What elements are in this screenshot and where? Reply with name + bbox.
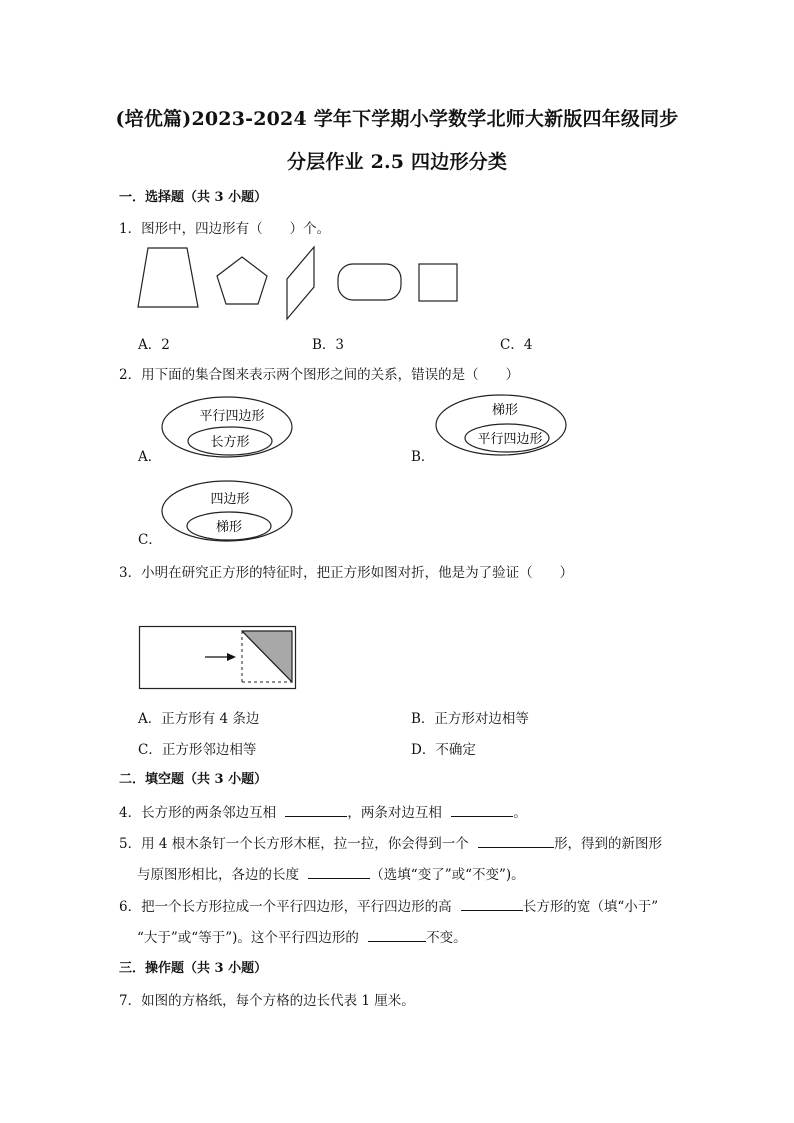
question-5-part-4: （选填“变了”或“不变”)。 xyxy=(370,867,525,883)
answer-blank[interactable] xyxy=(285,802,347,817)
question-2-option-b[interactable]: B． xyxy=(411,449,435,465)
question-3-option-b[interactable]: B．正方形对边相等 xyxy=(411,711,529,727)
question-6-part-3: “大于”或“等于”)。这个平行四边形的 xyxy=(137,930,359,946)
inner-set-label: 长方形 xyxy=(210,435,250,450)
trapezoid-shape xyxy=(138,248,198,307)
question-4 xyxy=(119,801,527,821)
answer-blank[interactable] xyxy=(461,896,523,911)
question-1-option-a[interactable]: A．2 xyxy=(138,337,170,353)
square-folding-figure xyxy=(138,625,298,691)
outer-set-label: 梯形 xyxy=(491,403,519,418)
question-6-part-2: 长方形的宽（填“小于” xyxy=(522,899,659,915)
set-diagram-a xyxy=(160,395,296,461)
question-1-option-c[interactable]: C．4 xyxy=(500,337,533,353)
question-5-part-2: 形，得到的新图形 xyxy=(554,836,663,852)
answer-blank[interactable] xyxy=(451,802,513,817)
question-6-line-1 xyxy=(119,895,658,915)
question-4-part-2: ，两条对边互相 xyxy=(347,805,442,821)
question-5-line-1 xyxy=(119,832,662,852)
section-heading-choice: 一．选择题（共 3 小题） xyxy=(119,190,268,205)
section-heading-operation: 三．操作题（共 3 小题） xyxy=(119,961,268,976)
question-7-text: 7．如图的方格纸，每个方格的边长代表 1 厘米。 xyxy=(119,993,415,1009)
question-1-text: 1．图形中，四边形有（ ）个。 xyxy=(119,221,331,237)
question-5-part-3: 与原图形相比，各边的长度 xyxy=(137,867,299,883)
question-3-option-c[interactable]: C．正方形邻边相等 xyxy=(138,742,257,758)
question-6-part-1: 6．把一个长方形拉成一个平行四边形，平行四边形的高 xyxy=(119,899,452,915)
inner-set-label: 梯形 xyxy=(215,520,243,535)
question-4-part-1: 4．长方形的两条邻边互相 xyxy=(119,805,277,821)
question-5-line-2 xyxy=(137,863,525,883)
pentagon-shape xyxy=(217,257,267,304)
question-6-line-2 xyxy=(137,926,467,946)
answer-blank[interactable] xyxy=(308,864,370,879)
question-4-part-3: 。 xyxy=(513,805,527,821)
outer-set-label: 平行四边形 xyxy=(199,409,265,424)
question-5-part-1: 5．用 4 根木条钉一个长方形木框，拉一拉，你会得到一个 xyxy=(119,836,469,852)
question-1-shapes xyxy=(130,242,470,324)
question-2-option-a[interactable]: A． xyxy=(138,449,162,465)
square-shape xyxy=(419,264,457,301)
question-1-option-b[interactable]: B．3 xyxy=(312,337,345,353)
rounded-rectangle-shape xyxy=(338,264,401,300)
answer-blank[interactable] xyxy=(478,833,554,848)
title-line-2: 分层作业 2.5 四边形分类 xyxy=(286,151,508,173)
question-3-text: 3．小明在研究正方形的特征时，把正方形如图对折，他是为了验证（ ） xyxy=(119,565,574,581)
title-line-1: (培优篇)2023-2024 学年下学期小学数学北师大新版四年级同步 xyxy=(115,108,679,130)
question-2-text: 2．用下面的集合图来表示两个图形之间的关系，错误的是（ ） xyxy=(119,367,520,383)
arrow-head-icon xyxy=(227,653,236,661)
parallelogram-shape xyxy=(287,247,314,319)
question-6-part-4: 不变。 xyxy=(426,930,467,946)
set-diagram-b xyxy=(434,393,570,459)
question-3-option-a[interactable]: A．正方形有 4 条边 xyxy=(138,711,260,727)
set-diagram-c xyxy=(160,479,296,545)
answer-blank[interactable] xyxy=(368,927,426,942)
question-2-option-c[interactable]: C． xyxy=(138,532,162,548)
outer-set-label: 四边形 xyxy=(210,492,250,507)
inner-set-label: 平行四边形 xyxy=(477,432,543,447)
question-3-option-d[interactable]: D．不确定 xyxy=(411,742,476,758)
section-heading-fill: 二．填空题（共 3 小题） xyxy=(119,772,268,787)
